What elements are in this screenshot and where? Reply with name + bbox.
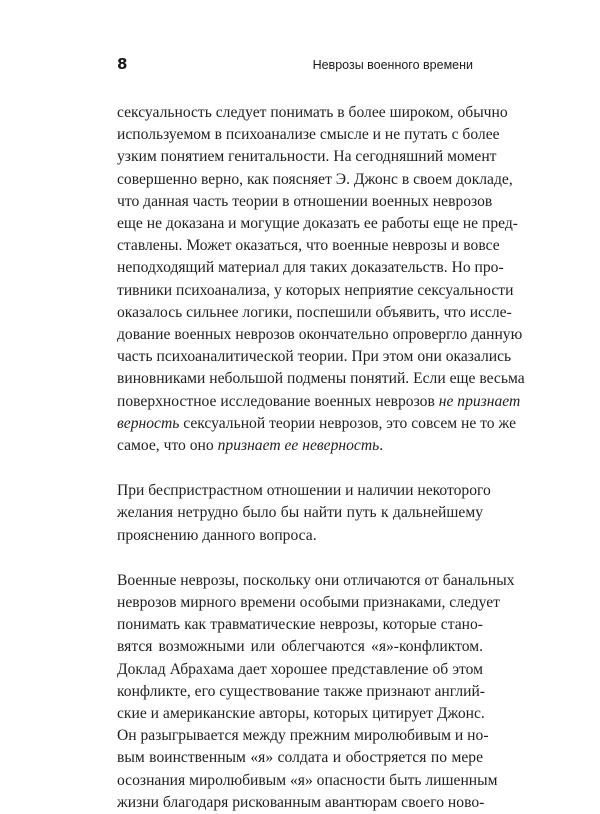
italic-text: верность	[117, 414, 180, 432]
text-line	[117, 124, 500, 146]
text-run: оказалось сильнее логики, поспешили объявить, что иссле-	[117, 303, 512, 321]
text-run: поверхностное исследование военных неврозов	[117, 392, 439, 410]
text-run: тивники психоанализа, у которых неприятие сексуальности	[117, 281, 514, 299]
text-run: самое, что оно	[117, 437, 218, 455]
body-text	[117, 102, 525, 814]
text-run: Военные неврозы, поскольку они отличаются от банальных	[117, 571, 515, 589]
page-number: 8	[117, 55, 128, 73]
text-run: виновниками небольшой подмены понятий. Если еще весьма	[117, 370, 525, 388]
text-line	[117, 368, 525, 390]
running-title: Неврозы военного времени	[312, 58, 473, 72]
text-line	[117, 480, 491, 502]
text-run: понимать как травматические неврозы, которые стано-	[117, 616, 483, 634]
text-line	[117, 302, 512, 324]
paragraph	[117, 480, 491, 547]
text-run: Доклад Абрахама дает хорошее представление об этом	[117, 660, 483, 678]
text-run: неподходящий материал для таких доказательств. Но про-	[117, 259, 504, 277]
text-line	[117, 703, 483, 725]
text-run: .	[379, 437, 384, 455]
text-line	[117, 257, 504, 279]
paragraph-gap	[117, 457, 483, 480]
text-run: ские и американские авторы, которых цитирует Джонс.	[117, 705, 485, 723]
text-run: осознания миролюбивым «я» опасности быть лишенным	[117, 771, 498, 789]
text-line	[117, 146, 497, 168]
text-line	[117, 770, 498, 792]
text-line	[117, 570, 515, 592]
text-line	[117, 592, 500, 614]
text-line	[117, 525, 483, 547]
text-line	[117, 346, 512, 368]
text-run: вым воинственным «я» солдата и обостряется по мере	[117, 749, 483, 767]
text-run: дование военных неврозов окончательно опровергло данную	[117, 326, 523, 344]
text-line	[117, 213, 518, 235]
italic-text: признает ее неверность	[217, 437, 380, 455]
paragraph-gap	[117, 547, 483, 570]
text-run: ставлены. Может оказаться, что военные неврозы и вовсе	[117, 237, 500, 255]
text-line	[117, 747, 483, 769]
text-line	[117, 725, 489, 747]
text-run: При беспристрастном отношении и наличии некоторого	[117, 482, 491, 500]
text-line	[117, 614, 483, 636]
italic-text: не признает	[438, 392, 521, 410]
text-line	[117, 659, 483, 681]
text-line	[117, 102, 508, 124]
text-run: часть психоаналитической теории. При этом они оказались	[117, 348, 512, 366]
text-line	[117, 235, 500, 257]
text-run: конфликте, его существование также признают англий-	[117, 682, 485, 700]
text-run: жизни благодаря рискованным авантюрам своего ново-	[117, 793, 485, 811]
text-run: совершенно верно, как поясняет Э. Джонс в своем докладе,	[117, 170, 513, 188]
text-line	[117, 435, 483, 457]
text-run: Он разыгрывается между прежним миролюбивым и но-	[117, 727, 489, 745]
paragraph	[117, 570, 515, 814]
text-line	[117, 169, 513, 191]
text-run: вятся возможными или облегчаются «я»-конфликтом.	[117, 638, 483, 656]
text-line	[117, 413, 516, 435]
text-line	[117, 191, 493, 213]
text-run: сексуальность следует понимать в более широком, обычно	[117, 104, 508, 121]
text-line	[117, 636, 483, 658]
text-line	[117, 280, 514, 302]
text-run: прояснению данного вопроса.	[117, 526, 317, 544]
text-run: желания нетрудно было бы найти путь к дальнейшему	[117, 504, 483, 522]
paragraph	[117, 102, 525, 457]
text-line	[117, 324, 523, 346]
text-run: узким понятием генитальности. На сегодняшний момент	[117, 148, 497, 166]
text-run: используемом в психоанализе смысле и не путать с более	[117, 126, 500, 144]
text-run: еще не доказана и могущие доказать ее работы еще не пред-	[117, 215, 518, 233]
text-line	[117, 502, 483, 524]
text-line	[117, 391, 521, 413]
text-run: сексуальной теории неврозов, это совсем не то же	[179, 414, 516, 432]
text-run: что данная часть теории в отношении военных неврозов	[117, 192, 493, 210]
text-line	[117, 792, 483, 814]
text-run: неврозов мирного времени особыми признаками, следует	[117, 594, 500, 612]
text-line	[117, 681, 483, 703]
